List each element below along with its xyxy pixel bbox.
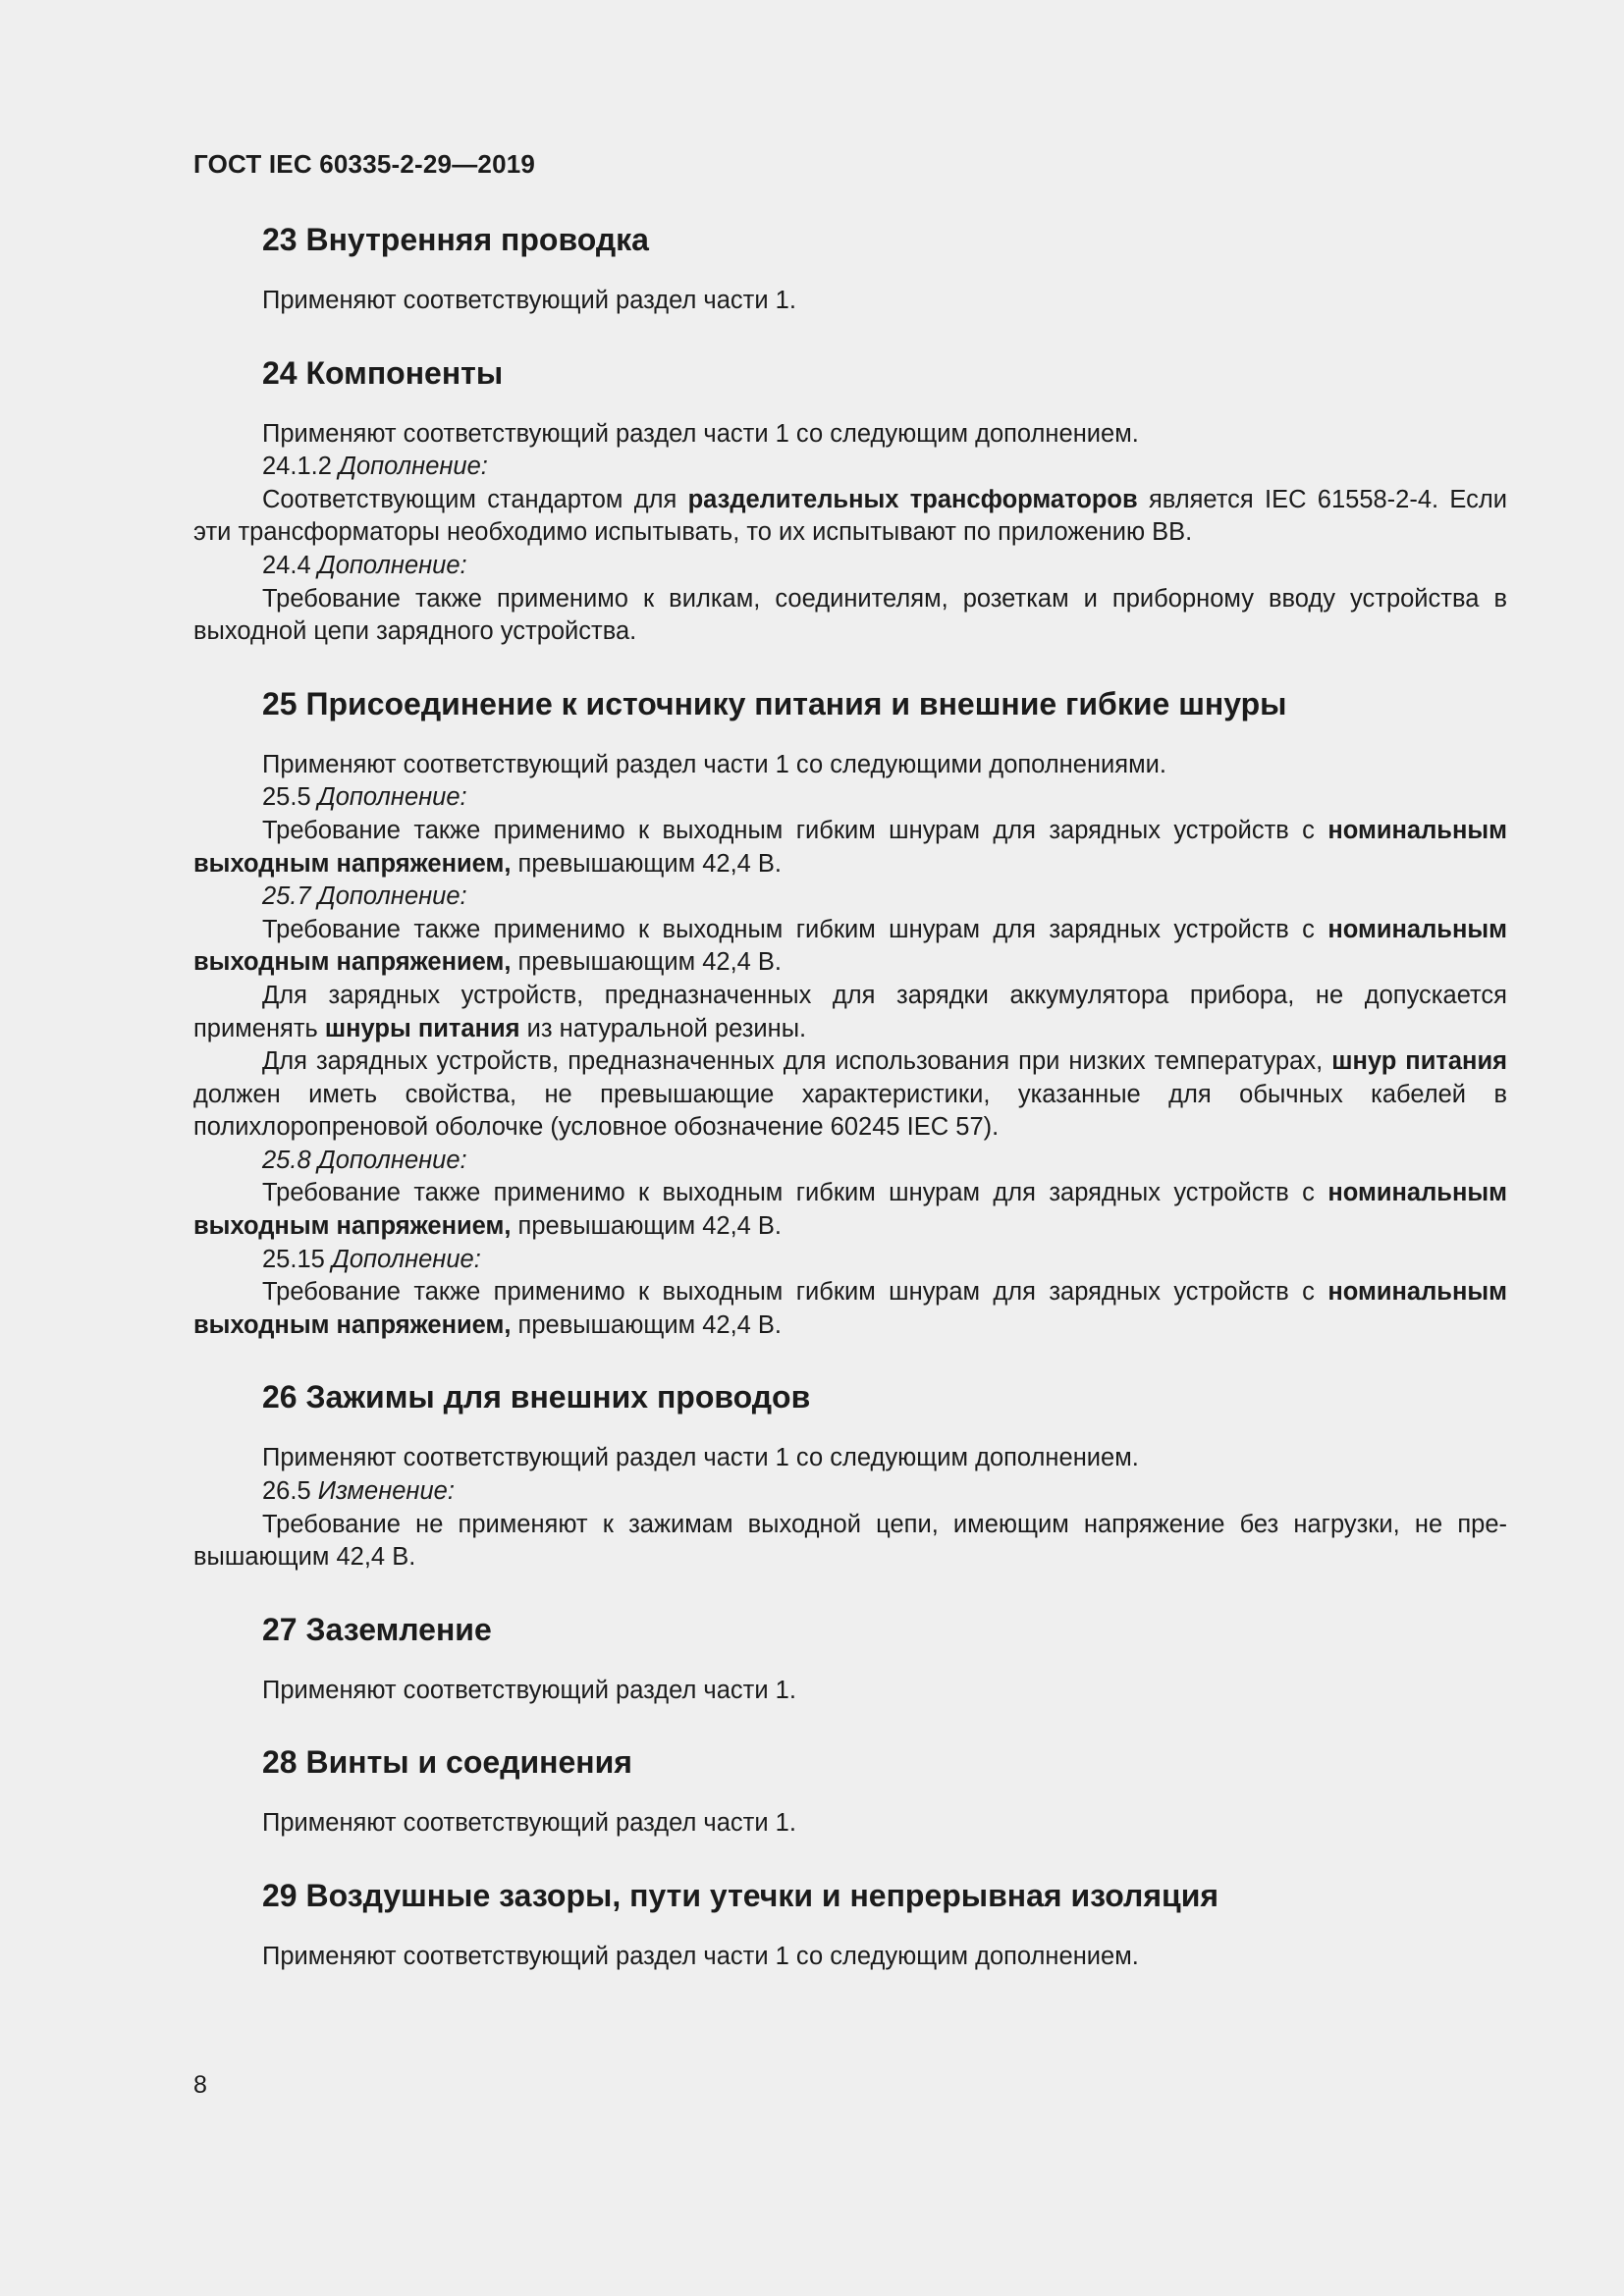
section-23-text: Применяют соответствующий раздел части 1. — [262, 287, 796, 314]
document-header: ГОСТ IEC 60335-2-29—2019 — [193, 149, 536, 179]
clause-24-1-2-text: Соответствующим стандартом для разделительных трансформаторов является IEC 61558-2-4. Если эти трансформаторы необходимо испытывать, то их испытывают по приложению ВВ. — [193, 485, 1508, 547]
clause-26-5: 26.5 Изменение: — [262, 1477, 455, 1506]
section-28-heading: 28 Винты и соединения — [262, 1744, 632, 1781]
clause-24-4: 24.4 Дополнение: — [262, 551, 467, 579]
section-26-intro: Применяют соответствующий раздел части 1 со следующим дополнением. — [262, 1444, 1139, 1472]
section-23-heading: 23 Внутренняя проводка — [262, 222, 649, 257]
clause-25-8: 25.8 Дополнение: — [262, 1146, 467, 1174]
clause-25-8-text: Требование также применимо к выходным гибким шнурам для зарядных устройств с номинальным выходным напряжением, превышающим 42,4 В. — [193, 1179, 1507, 1241]
clause-25-15: 25.15 Дополнение: — [262, 1245, 481, 1273]
section-27-heading: 27 Заземление — [262, 1611, 492, 1647]
clause-25-5: 25.5 Дополнение: — [262, 783, 467, 812]
clause-26-5-text: Требование не применяют к зажимам выходной цепи, имеющим напряжение без нагрузки, не превышающим 42,4 В. — [193, 1510, 1507, 1572]
section-29-text: Применяют соответствующий раздел части 1 со следующим дополнением. — [262, 1943, 1139, 1970]
clause-24-4-text: Требование также применимо к вилкам, соединителям, розеткам и приборному вводу устройства в выходной цепи зарядного устройства. — [193, 584, 1507, 646]
document-body — [193, 218, 1507, 1974]
clause-25-7-text-2: Для зарядных устройств, предназначенных для зарядки аккумулятора прибора, не допускается применять шнуры питания из натуральной резины. — [193, 981, 1507, 1042]
clause-25-7-text: Требование также применимо к выходным гибким шнурам для зарядных устройств с номинальным выходным напряжением, превышающим 42,4 В. — [193, 915, 1507, 977]
section-25-intro: Применяют соответствующий раздел части 1 со следующими дополнениями. — [262, 750, 1166, 778]
section-27-text: Применяют соответствующий раздел части 1. — [262, 1676, 796, 1704]
clause-25-15-text: Требование также применимо к выходным гибким шнурам для зарядных устройств с номинальным выходным напряжением, превышающим 42,4 В. — [193, 1278, 1507, 1339]
clause-25-7-text-3: Для зарядных устройств, предназначенных для использования при низких температурах, шнур питания должен иметь свойства, не превышающие характеристики, указанные для обычных кабелей в полихлоропреновой оболочке (условное обозначение 60245 IEC 57). — [193, 1047, 1507, 1142]
clause-25-7: 25.7 Дополнение: — [262, 882, 467, 911]
clause-24-1-2: 24.1.2 Дополнение: — [262, 453, 488, 481]
clause-25-5-text: Требование также применимо к выходным гибким шнурам для зарядных устройств с номинальным выходным напряжением, превышающим 42,4 В. — [193, 816, 1507, 878]
page-number: 8 — [193, 2071, 207, 2099]
section-28-text: Применяют соответствующий раздел части 1. — [262, 1809, 796, 1838]
section-26-heading: 26 Зажимы для внешних проводов — [262, 1379, 811, 1415]
section-24-heading: 24 Компоненты — [262, 354, 504, 391]
section-29-heading: 29 Воздушные зазоры, пути утечки и непрерывная изоляция — [262, 1878, 1219, 1913]
section-24-intro: Применяют соответствующий раздел части 1 со следующим дополнением. — [262, 419, 1139, 448]
section-25-heading: 25 Присоединение к источнику питания и внешние гибкие шнуры — [262, 685, 1287, 721]
